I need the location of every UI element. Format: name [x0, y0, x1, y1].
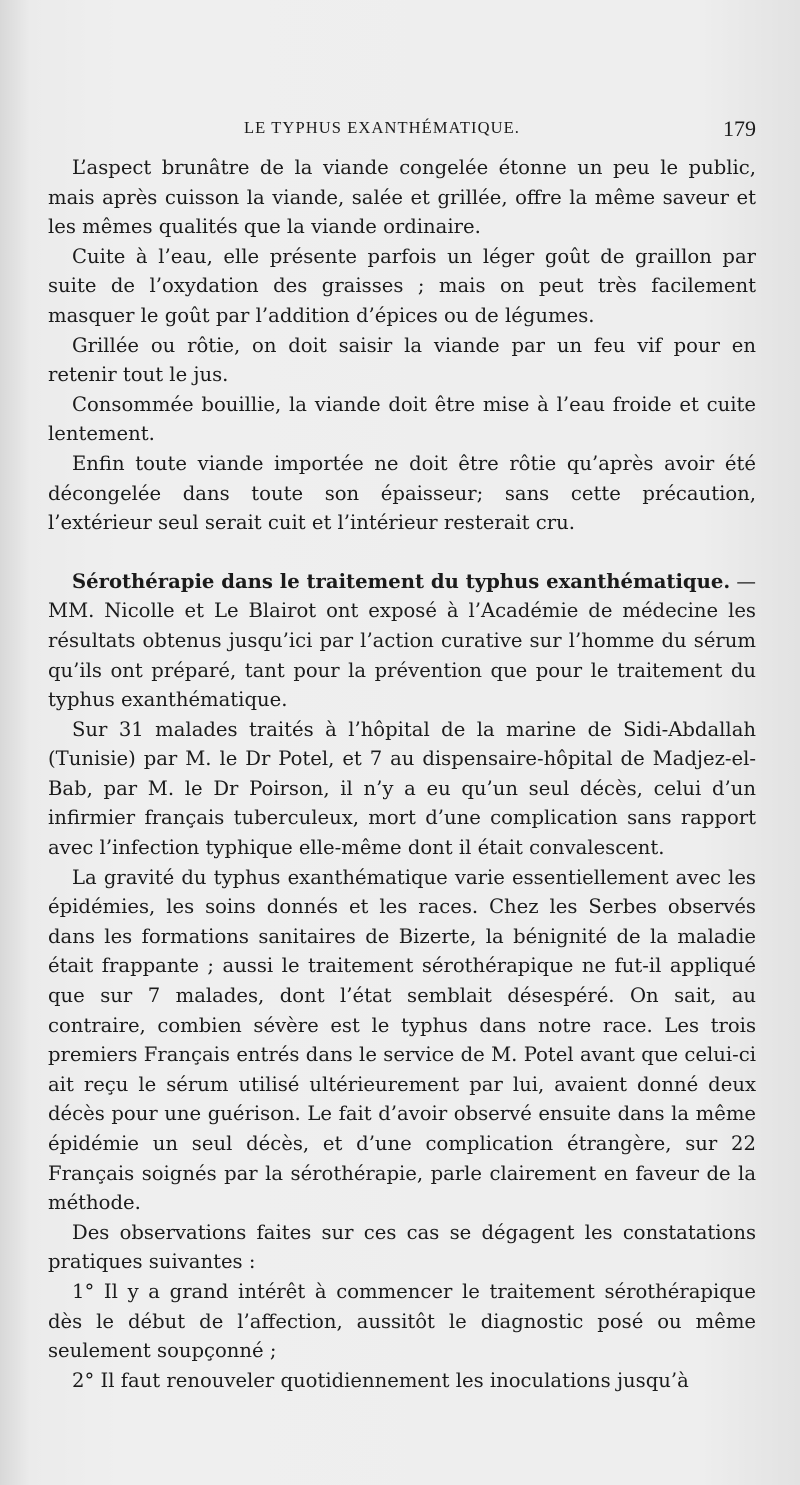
- paragraph-frozen-meat-appearance: L’aspect brunâtre de la viande congelée étonne un peu le public, mais après cuisson la viande, salée et grillée, offre la même saveur et les mêmes qualités que la viande ordinaire.: [48, 156, 756, 239]
- section-title: Sérothérapie dans le traitement du typhus exanthématique.: [72, 569, 731, 593]
- paragraph-grilled-meat: Grillée ou rôtie, on doit saisir la viande par un feu vif pour en retenir tout le jus.: [48, 333, 756, 387]
- paragraph-point-2: 2° Il faut renouveler quotidiennement les inoculations jusqu’à: [72, 1368, 689, 1392]
- paragraph-severity: La gravité du typhus exanthématique varie essentiellement avec les épidémies, les soins donnés et les races. Chez les Serbes observés dans les formations sanitaires de Bizerte, la bénignité de la maladie était frappante ; aussi le traitement sérothérapique ne fut-il appliqué que sur 7 malades, dont l’état semblait désespéré. On sait, au contraire, combien sévère est le typhus dans notre race. Les trois premiers Français entrés dans le service de M. Potel avant que celui-ci ait reçu le sérum utilisé ultérieurement par lui, avaient donné deux décès pour une guérison. Le fait d’avoir observé ensuite dans la même épidémie un seul décès, et d’une complication étrangère, sur 22 Français soignés par la sérothérapie, parle clairement en faveur de la méthode.: [48, 865, 756, 1215]
- running-title: LE TYPHUS EXANTHÉMATIQUE.: [243, 118, 521, 137]
- paragraph-thawing: Enfin toute viande importée ne doit être rôtie qu’après avoir été décongelée dans toute son épaisseur; sans cette précaution, l’extérieur seul serait cuit et l’intérieur resterait cru.: [48, 451, 756, 535]
- paragraph-results: Sur 31 malades traités à l’hôpital de la marine de Sidi-Abdallah (Tunisie) par M. le Dr Potel, et 7 au dispensaire-hôpital de Madjez-el-Bab, par M. le Dr Poirson, il n’y a eu qu’un seul décès, celui d’un infirmier français tuberculeux, mort d’une complication sans rapport avec l’infection typhique elle-même dont il était convalescent.: [48, 717, 756, 860]
- paragraph-point-1: 1° Il y a grand intérêt à commencer le traitement sérothérapique dès le début de l’affection, aussitôt le diagnostic posé ou même seulement soupçonné ;: [48, 1279, 756, 1363]
- page-header: [48, 118, 756, 148]
- paragraph-boiled-meat: Cuite à l’eau, elle présente parfois un léger goût de graillon par suite de l’oxydation des graisses ; mais on peut très facilement masquer le goût par l’addition d’épices ou de légumes.: [48, 244, 756, 327]
- page-number: 179: [723, 116, 756, 141]
- paragraph-observations: Des observations faites sur ces cas se dégagent les constatations pratiques suivantes :: [48, 1220, 756, 1274]
- paragraph-boiled-cooking: Consommée bouillie, la viande doit être mise à l’eau froide et cuite lentement.: [48, 392, 756, 446]
- section-intro-paragraph: [48, 567, 756, 715]
- section-intro: — MM. Nicolle et Le Blairot ont exposé à l’Académie de médecine les résultats obtenus jusqu’ici par l’action curative sur l’homme du sérum qu’ils ont préparé, tant pour la prévention que pour le traitement du typhus exanthématique.: [48, 569, 756, 712]
- body-text: [48, 153, 756, 1395]
